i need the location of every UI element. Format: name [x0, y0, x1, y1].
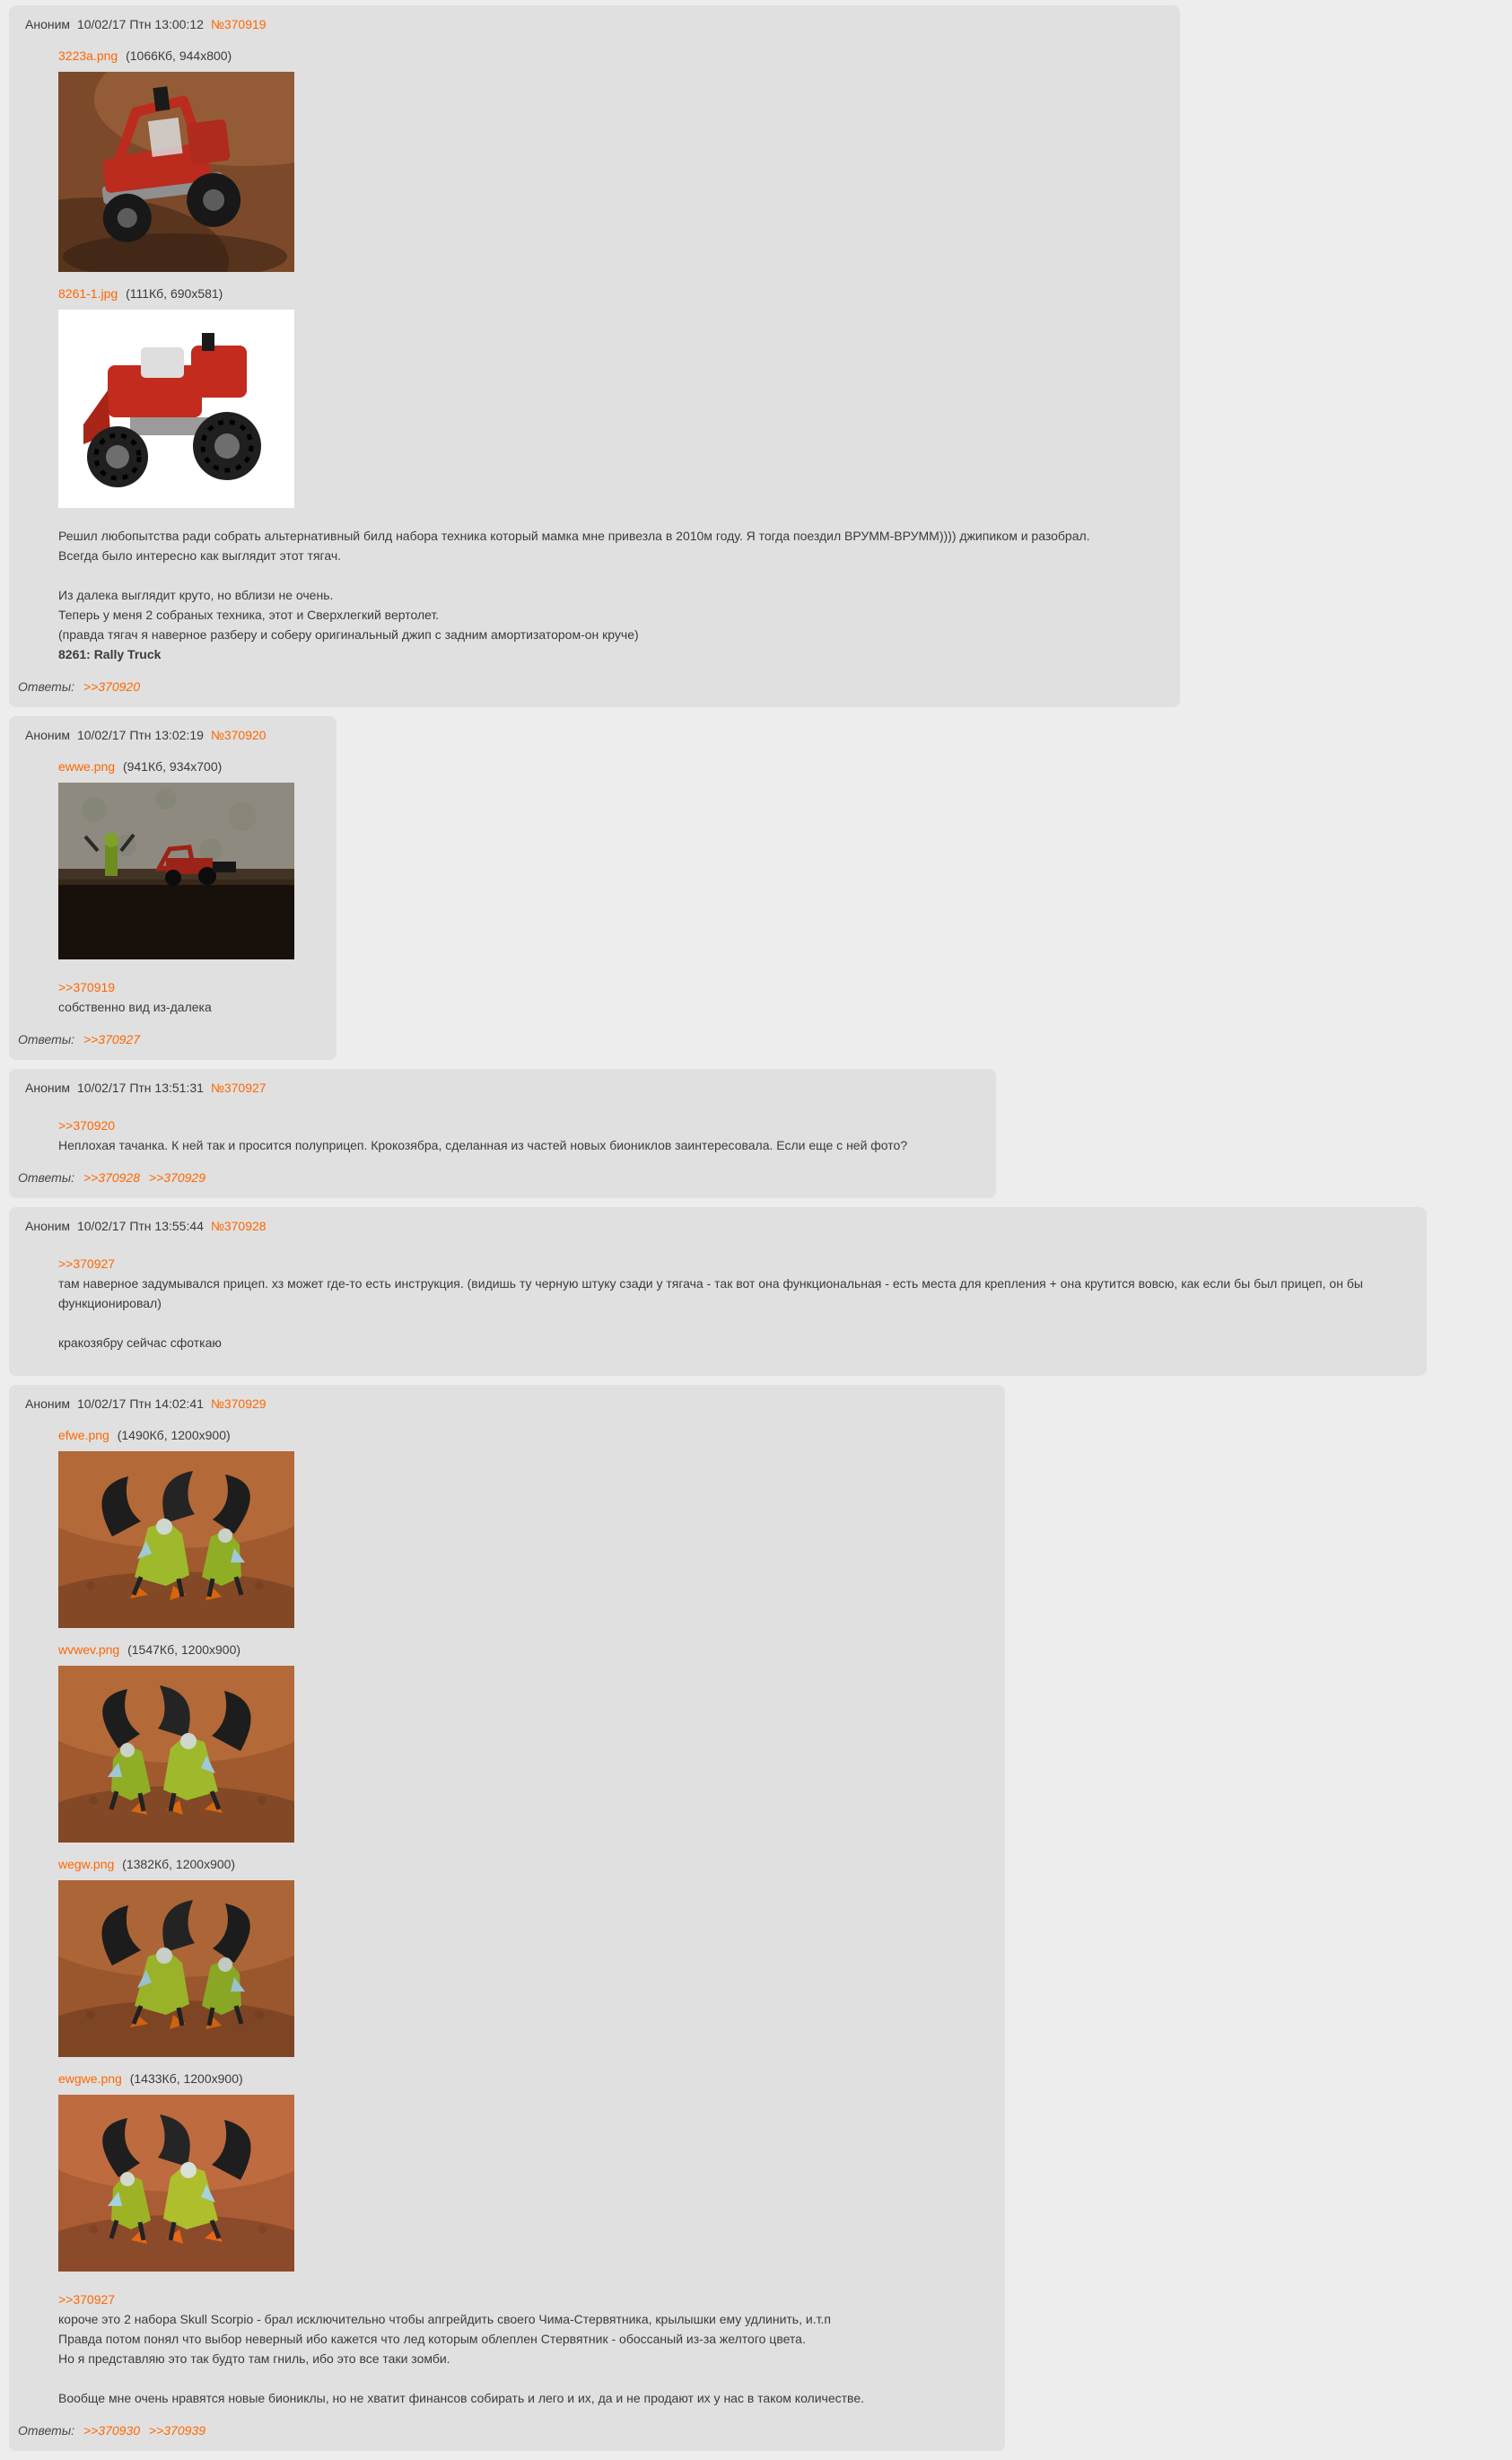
- filename-link[interactable]: wegw.png: [58, 1857, 115, 1871]
- file-attachment: [58, 285, 1169, 508]
- message-line: короче это 2 набора Skull Scorpio - брал исключительно чтобы апгрейдить своего Чима-Стервятника, крылышки ему удлинить, и.т.п: [58, 2312, 831, 2326]
- file-label: [58, 47, 1169, 65]
- message-line: Из далека выглядит круто, но вблизи не очень.: [58, 588, 334, 602]
- message-line: Всегда было интересно как выглядит этот тягач.: [58, 548, 341, 563]
- poster-name: Аноним: [25, 1081, 71, 1095]
- post-reference-link[interactable]: >>370920: [58, 1118, 116, 1133]
- message-line: Решил любопытства ради собрать альтернативный билд набора техника который мамка мне привезла в 2010м году. Я тогда поездил ВРУММ-ВРУММ)))) джипиком и разобрал.: [58, 529, 1090, 543]
- message-line: кракозябру сейчас сфоткаю: [58, 1335, 222, 1350]
- filename-link[interactable]: 8261-1.jpg: [58, 286, 118, 301]
- post-datetime: 10/02/17 Птн 14:02:41: [76, 1396, 204, 1411]
- post-reference-link[interactable]: >>370919: [58, 980, 116, 994]
- file-label: [58, 1855, 994, 1873]
- post-thumbnail[interactable]: [58, 72, 294, 272]
- file-label: [58, 1641, 994, 1659]
- post-reference-link[interactable]: >>370927: [58, 1256, 116, 1271]
- file-attachment: [58, 2070, 994, 2272]
- post-message: [58, 1116, 958, 1155]
- post-number-link[interactable]: №370919: [210, 17, 267, 31]
- post-header: [25, 1078, 985, 1098]
- message-line: [58, 1116, 958, 1135]
- post-datetime: 10/02/17 Птн 13:55:44: [76, 1219, 204, 1233]
- filename-link[interactable]: efwe.png: [58, 1428, 109, 1442]
- reply-backlink[interactable]: >>370920: [83, 679, 141, 694]
- replies-label: Ответы:: [18, 1170, 75, 1185]
- post-thumbnail[interactable]: [58, 310, 294, 508]
- message-line: [58, 1254, 1389, 1274]
- file-label: [58, 2070, 994, 2088]
- file-size-label: (1547Кб, 1200x900): [127, 1642, 241, 1657]
- message-line: Теперь у меня 2 собраных техника, этот и Сверхлегкий вертолет.: [58, 608, 440, 622]
- post-thumbnail[interactable]: [58, 1880, 294, 2057]
- reply-backlink[interactable]: >>370930: [83, 2423, 141, 2438]
- file-size-label: (1433Кб, 1200x900): [129, 2071, 243, 2086]
- post-number-link[interactable]: №370929: [210, 1396, 267, 1411]
- post-thumbnail[interactable]: [58, 1666, 294, 1843]
- poster-name: Аноним: [25, 728, 71, 742]
- poster-name: Аноним: [25, 1219, 71, 1233]
- filename-link[interactable]: 3223a.png: [58, 48, 118, 63]
- post-message: [58, 526, 1142, 664]
- post-thumbnail[interactable]: [58, 783, 294, 959]
- filename-link[interactable]: ewwe.png: [58, 759, 116, 774]
- replies-label: Ответы:: [18, 1032, 75, 1046]
- message-line: Но я представляю это так будто там гниль, ибо это все таки зомби.: [58, 2351, 450, 2366]
- replies-row: [18, 1029, 326, 1049]
- file-attachment: [58, 1855, 994, 2057]
- reply-backlink[interactable]: >>370928: [83, 1170, 141, 1185]
- replies-row: [18, 1168, 985, 1187]
- file-label: [58, 757, 326, 775]
- post: [9, 1385, 1005, 2451]
- replies-label: Ответы:: [18, 679, 75, 694]
- file-attachment: [58, 757, 326, 959]
- message-line: 8261: Rally Truck: [58, 647, 162, 661]
- post-number-link[interactable]: №370927: [210, 1081, 267, 1095]
- post-thumbnail[interactable]: [58, 1451, 294, 1628]
- file-label: [58, 1426, 994, 1444]
- post-header: [25, 1216, 1416, 1236]
- file-size-label: (1382Кб, 1200x900): [122, 1857, 236, 1871]
- post-datetime: 10/02/17 Птн 13:00:12: [76, 17, 204, 31]
- reply-backlink[interactable]: >>370939: [148, 2423, 205, 2438]
- file-size-label: (941Кб, 934x700): [122, 759, 223, 774]
- file-attachment: [58, 47, 1169, 272]
- file-size-label: (111Кб, 690x581): [126, 286, 223, 301]
- post-reference-link[interactable]: >>370927: [58, 2292, 116, 2307]
- file-attachment: [58, 1426, 994, 1628]
- post: [9, 1207, 1427, 1376]
- filename-link[interactable]: wvwev.png: [58, 1642, 120, 1657]
- post-message: [58, 977, 299, 1017]
- post: [9, 1069, 996, 1198]
- post-number-link[interactable]: №370928: [210, 1219, 267, 1233]
- message-line: там наверное задумывался прицеп. хз может где-то есть инструкция. (видишь ту черную штуку сзади у тягача - так вот она функциональная - есть места для крепления + она крутится вовсю, как если бы был прицеп, он бы функционировал): [58, 1276, 1363, 1310]
- message-line: [58, 2368, 967, 2388]
- message-line: [58, 1313, 1389, 1333]
- message-line: [58, 977, 299, 997]
- post-message: [58, 2289, 967, 2408]
- post-header: [25, 14, 1169, 34]
- post: [9, 716, 336, 1060]
- post-message: [58, 1254, 1389, 1353]
- replies-row: [18, 677, 1169, 696]
- message-line: Правда потом понял что выбор неверный ибо кажется что лед которым облеплен Стервятник - обоссаный из-за желтого цвета.: [58, 2332, 806, 2346]
- replies-label: Ответы:: [18, 2423, 75, 2438]
- post-datetime: 10/02/17 Птн 13:02:19: [76, 728, 204, 742]
- post-datetime: 10/02/17 Птн 13:51:31: [76, 1081, 204, 1095]
- post: [9, 5, 1180, 707]
- message-line: [58, 2289, 967, 2309]
- reply-backlink[interactable]: >>370927: [83, 1032, 141, 1046]
- message-line: собственно вид из-далека: [58, 1000, 212, 1014]
- message-line: Неплохая тачанка. К ней так и просится полуприцеп. Крокозябра, сделанная из частей новых биониклов заинтересовала. Если еще с ней фото?: [58, 1138, 908, 1152]
- message-line: (правда тягач я наверное разберу и соберу оригинальный джип с задним амортизатором-он круче): [58, 627, 639, 642]
- poster-name: Аноним: [25, 17, 71, 31]
- post-header: [25, 1394, 994, 1414]
- file-attachment: [58, 1641, 994, 1843]
- file-size-label: (1066Кб, 944x800): [126, 48, 232, 63]
- post-number-link[interactable]: №370920: [210, 728, 267, 742]
- filename-link[interactable]: ewgwe.png: [58, 2071, 122, 2086]
- message-line: [58, 565, 1142, 585]
- file-label: [58, 285, 1169, 302]
- poster-name: Аноним: [25, 1396, 71, 1411]
- post-thumbnail[interactable]: [58, 2095, 294, 2272]
- reply-backlink[interactable]: >>370929: [148, 1170, 205, 1185]
- message-line: Вообще мне очень нравятся новые биониклы, но не хватит финансов собирать и лего и их, да и не продают их у нас в таком количестве.: [58, 2391, 864, 2405]
- post-header: [25, 725, 326, 745]
- file-size-label: (1490Кб, 1200x900): [117, 1428, 231, 1442]
- replies-row: [18, 2421, 994, 2440]
